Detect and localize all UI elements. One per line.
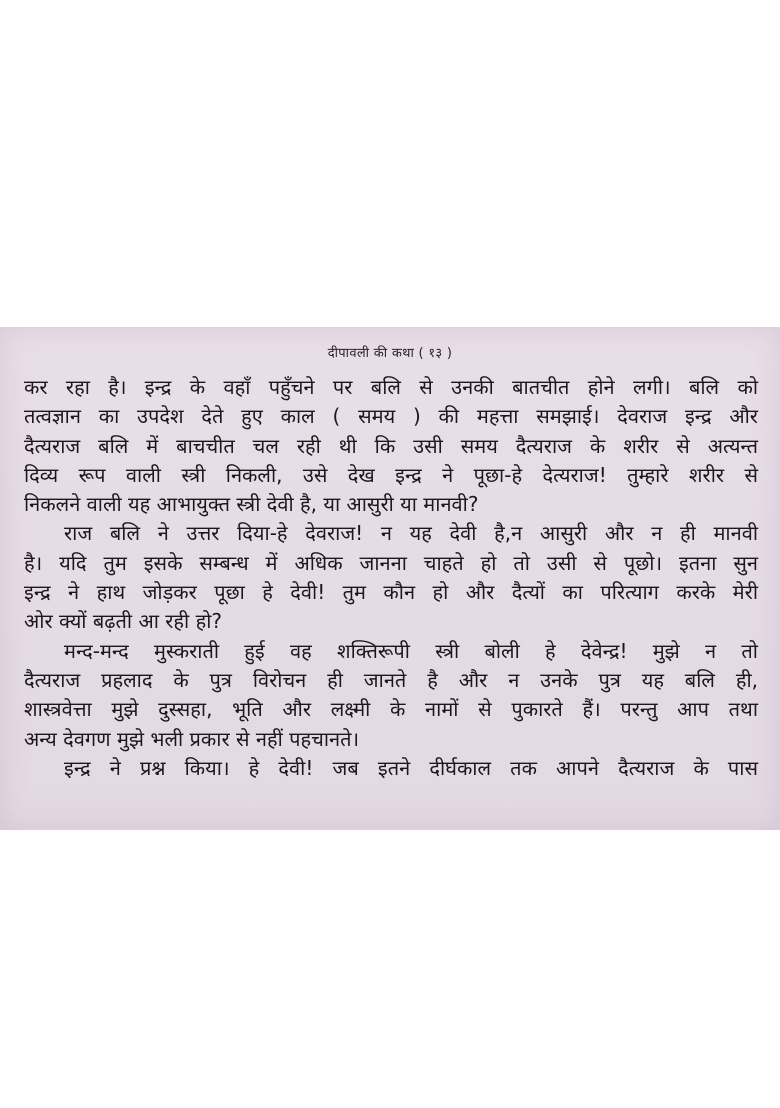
- text-line-3: दैत्यराज बलि में बाचचीत चल रही थी कि उसी समय दैत्यराज के शरीर से अत्यन्त: [24, 433, 758, 458]
- running-head: दीपावली की कथा ( १३ ): [327, 346, 453, 361]
- text-line-9: ओर क्यों बढ़ती आ रही हो?: [24, 609, 223, 634]
- text-line-14: इन्द्र ने प्रश्न किया। हे देवी! जब इतने दीर्घकाल तक आपने दैत्यराज के पास: [64, 755, 758, 780]
- text-line-12: शास्त्रवेत्ता मुझे दुस्सहा, भूति और लक्ष्मी के नामों से पुकारते हैं। परन्तु आप तथा: [24, 697, 758, 722]
- text-line-13: अन्य देवगण मुझे भली प्रकार से नहीं पहचानते।: [24, 726, 360, 751]
- scanned-book-page: [0, 327, 780, 830]
- body-text: [24, 373, 758, 783]
- text-line-7: है। यदि तुम इसके सम्बन्ध में अधिक जानना चाहते हो तो उसी से पूछो। इतना सुन: [24, 550, 758, 575]
- text-line-10: मन्द-मन्द मुस्कराती हुई वह शक्तिरूपी स्त्री बोली हे देवेन्द्र! मुझे न तो: [64, 638, 758, 663]
- text-line-6: राज बलि ने उत्तर दिया-हे देवराज! न यह देवी है,न आसुरी और न ही मानवी: [64, 521, 758, 546]
- text-line-2: तत्वज्ञान का उपदेश देते हुए काल ( समय ) की महत्ता समझाई। देवराज इन्द्र और: [24, 404, 758, 429]
- text-line-1: कर रहा है। इन्द्र के वहाँ पहुँचने पर बलि से उनकी बातचीत होने लगी। बलि को: [24, 375, 758, 399]
- text-line-8: इन्द्र ने हाथ जोड़कर पूछा हे देवी! तुम कौन हो और दैत्यों का परित्याग करके मेरी: [24, 580, 758, 605]
- text-line-5: निकलने वाली यह आभायुक्त स्त्री देवी है, या आसुरी या मानवी?: [24, 492, 479, 517]
- text-line-11: दैत्यराज प्रहलाद के पुत्र विरोचन ही जानते है और न उनके पुत्र यह बलि ही,: [24, 667, 758, 692]
- text-line-4: दिव्य रूप वाली स्त्री निकली, उसे देख इन्द्र ने पूछा-हे देत्यराज! तुम्हारे शरीर से: [24, 462, 758, 487]
